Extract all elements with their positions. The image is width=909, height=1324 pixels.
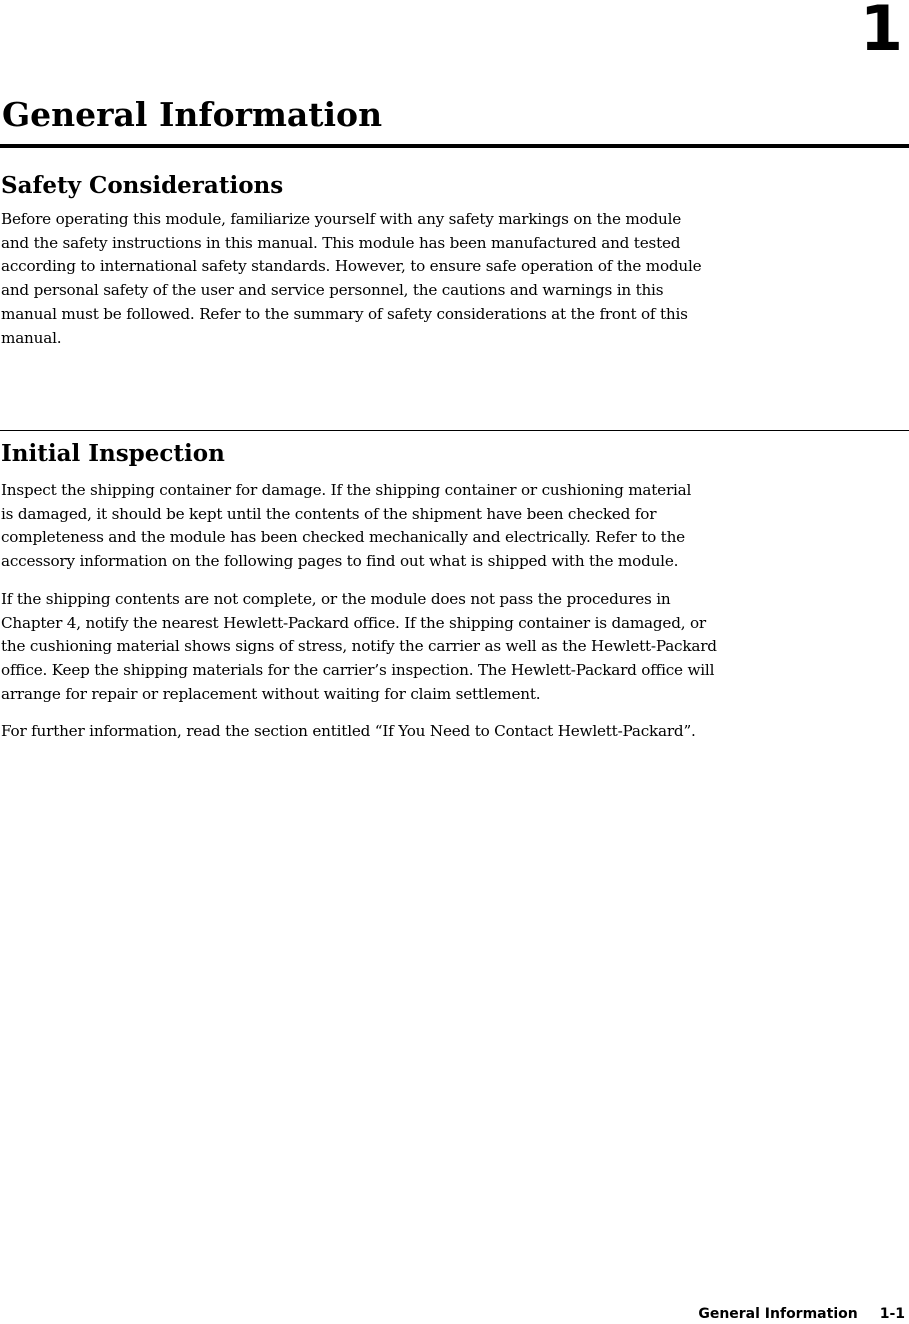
- footer-section-name: General Information: [698, 1306, 858, 1322]
- safety-considerations-paragraph: Before operating this module, familiarize yourself with any safety markings on the module and the safety instructions in this manual. This module has been manufactured and tested according to international safety standards. However, to ensure safe operation of the module and personal safety of the user and service personnel, the cautions and warnings in this manual must be followed. Refer to the summary of safety considerations at the front of this manual.: [1, 210, 702, 347]
- footer-page-number: 1-1: [879, 1306, 905, 1322]
- section-divider: [0, 430, 909, 431]
- initial-inspection-paragraph-2: If the shipping contents are not complete, or the module does not pass the procedures in Chapter 4, notify the nearest Hewlett-Packard office. If the shipping container is damaged, or the cushioning material shows signs of stress, notify the carrier as well as the Hewlett-Packard office. Keep the shipping materials for the carrier’s inspection. The Hewlett-Packard office will arrange for repair or replacement without waiting for claim settlement.: [1, 590, 717, 703]
- initial-inspection-paragraph-3: For further information, read the section entitled “If You Need to Contact Hewlett-Packard”.: [1, 722, 696, 740]
- page-footer: [698, 1305, 905, 1323]
- chapter-title: General Information: [2, 95, 383, 134]
- initial-inspection-heading: Initial Inspection: [1, 440, 225, 467]
- safety-considerations-heading: Safety Considerations: [1, 172, 284, 199]
- initial-inspection-paragraph-1: Inspect the shipping container for damage. If the shipping container or cushioning material is damaged, it should be kept until the contents of the shipment have been checked for completeness and the module has been checked mechanically and electrically. Refer to the accessory information on the following pages to find out what is shipped with the module.: [1, 481, 692, 571]
- chapter-title-rule: [0, 144, 909, 148]
- chapter-number: 1: [859, 0, 903, 65]
